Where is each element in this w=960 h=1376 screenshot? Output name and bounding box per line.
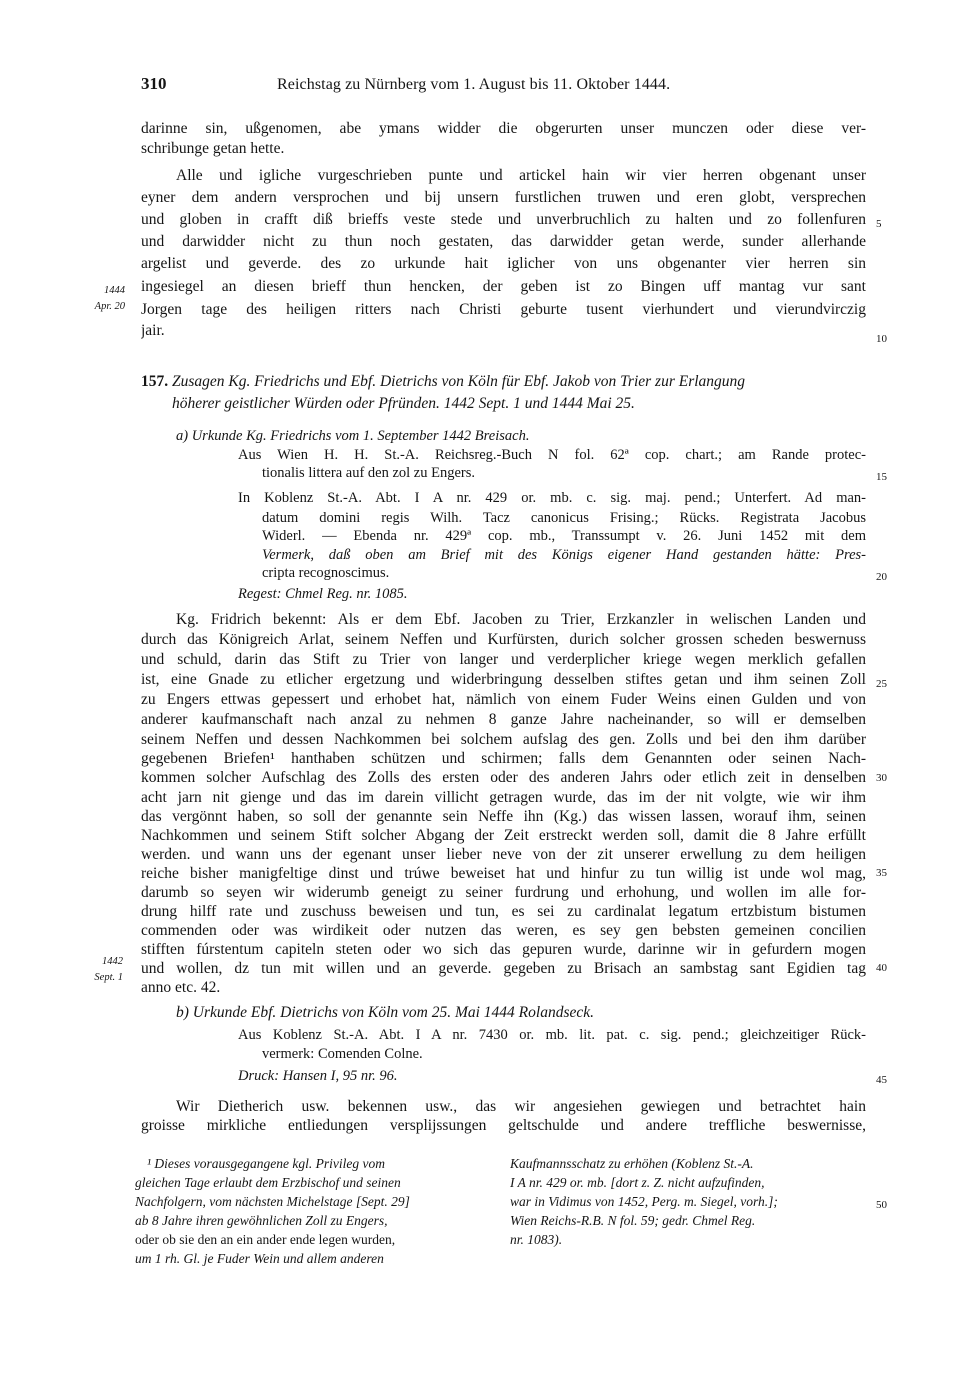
body-line: zu Engers ettwas gepessert und erhobet hat, nämlich von einem Fuder Weins einen Gulden und von xyxy=(141,691,866,708)
body-line: ist, eine Gnade zu etlicher ergetzung und widerbringung desselben stiftes getan und ihm seinen Zoll xyxy=(141,671,866,688)
line-number: 40 xyxy=(876,962,887,974)
text-line: jair. xyxy=(141,322,165,339)
margin-date xyxy=(80,283,125,315)
line-number: 30 xyxy=(876,772,887,784)
source-line: Aus Wien H. H. St.-A. Reichsreg.-Buch N fol. 62ª cop. chart.; am Rande protec- xyxy=(238,447,866,463)
margin-date-day: Apr. 20 xyxy=(94,301,125,312)
footnote-line: nr. 1083). xyxy=(510,1232,563,1247)
body-line: acht jarn nit gienge und das im darein villicht getragen wurde, das im der nit volgte, wie wir ihm xyxy=(141,789,866,806)
footnote-line: Nachfolgern, vom nächsten Michelstage [Sept. 29] xyxy=(135,1194,410,1209)
margin-date-year: 1442 xyxy=(102,956,123,967)
body-line: drung hilff rate und zuschuss beweisen und tun, es sei zu cardinalat legatum ertzbistum bistumen xyxy=(141,903,866,920)
body-line: gegebenen Briefen¹ hanthaben schützen und schirmen; falls dem Genannten oder seinen Nach- xyxy=(141,750,866,767)
entry-heading xyxy=(141,372,866,392)
body-line: reiche bisher manigfeltige dinst und trúwe beweiset hat und hinfur zu tun willig ist unde wol mag, xyxy=(141,865,866,882)
line-number: 45 xyxy=(876,1074,887,1086)
margin-date xyxy=(78,954,123,986)
running-title: Reichstag zu Nürnberg vom 1. August bis 11. Oktober 1444. xyxy=(277,76,671,93)
text-line: und globen in crafft diß brieffs veste stede und unverbruchlich zu halten und zo follenfuren xyxy=(141,211,866,228)
body-line: anderer kaufmanschaft nach anzal zu nehmen 8 ganze Jahre nacheinander, so will er demselben xyxy=(141,711,866,728)
entry-title: Zusagen Kg. Friedrichs und Ebf. Dietrichs von Köln für Ebf. Jakob von Trier zur Erlangung xyxy=(172,373,746,390)
page-number: 310 xyxy=(141,74,167,93)
body-line: stifften fúrstentum capiteln steten oder wo sich das gepuren wurde, darinne wir in gefurdern mogen xyxy=(141,941,866,958)
page-header xyxy=(141,74,866,98)
footnote-line: Wien Reichs-R.B. N fol. 59; gedr. Chmel Reg. xyxy=(510,1213,756,1228)
footnote-line: war in Vidimus von 1452, Perg. m. Siegel, vorh.]; xyxy=(510,1194,778,1209)
source-line: In Koblenz St.-A. Abt. I A nr. 429 or. mb. c. sig. maj. pend.; Unterfert. Ad man- xyxy=(238,490,866,506)
line-number: 10 xyxy=(876,333,887,345)
druck-line: Druck: Hansen I, 95 nr. 96. xyxy=(238,1068,398,1084)
margin-date-day: Sept. 1 xyxy=(94,972,123,983)
footnote-line: ab 8 Jahre ihren gewöhnlichen Zoll zu Engers, xyxy=(135,1213,388,1228)
body-line: Nachkommen und seinem Stift solcher Abgang der Zeit erstreckt werden soll, damit die 8 Jahre erfüllt xyxy=(141,827,866,844)
source-line: tionalis littera auf den zol zu Engers. xyxy=(262,465,475,481)
text-line: argelist und geverde. des zo urkunde hait iglicher von uns obgenanter vier herren sin xyxy=(141,255,866,272)
text-line: schribunge getan hette. xyxy=(141,140,285,157)
body-line: Wir Dietherich usw. bekennen usw., das wir angesiehen gewiegen und betrachtet hain xyxy=(176,1098,866,1115)
body-line: und wollen, dz tun mit willen und an geverde. gegeben zu Brisach an sambstag sant Egidien tag xyxy=(141,960,866,977)
body-line: werden. und wann uns der egenant unser lieber neve von der zit unserer erwellung zu dem heiligen xyxy=(141,846,866,863)
margin-date-year: 1444 xyxy=(104,285,125,296)
footnote-line: gleichen Tage erlaubt dem Erzbischof und seinen xyxy=(135,1175,401,1190)
source-line: Vermerk, daß oben am Brief mit des Königs eigener Hand gestanden hätte: Pres- xyxy=(262,547,866,563)
line-number: 25 xyxy=(876,678,887,690)
footnote-line: I A nr. 429 or. mb. [dort z. Z. nicht aufzufinden, xyxy=(510,1175,765,1190)
body-line: anno etc. 42. xyxy=(141,979,221,996)
text-line: eyner dem andern versprochen und bij unsern furstlichen truwen und eren globt, versprechen xyxy=(141,189,866,206)
line-number: 5 xyxy=(876,218,882,230)
source-line: vermerk: Comenden Colne. xyxy=(262,1046,423,1062)
body-line: durch das Königreich Arlat, seinem Neffen und Kurfürsten, durich solcher grossen scheden beswernuss xyxy=(141,631,866,648)
footnote-line: oder ob sie den an ein ander ende legen wurden, xyxy=(135,1232,396,1247)
body-line: Kg. Fridrich bekennt: Als er dem Ebf. Jacoben zu Trier, Erzkanzler in welischen Landen und xyxy=(176,611,866,628)
source-line: datum domini regis Wilh. Tacz canonicus Frising.; Rücks. Registrata Jacobus xyxy=(262,510,866,526)
text-line: Alle und igliche vurgeschrieben punte und artickel hain wir vier herren obgenant unser xyxy=(176,167,866,184)
footnote-line: um 1 rh. Gl. je Fuder Wein und allem anderen xyxy=(135,1251,384,1266)
section-a-heading: a) Urkunde Kg. Friedrichs vom 1. September 1442 Breisach. xyxy=(176,428,530,444)
text-line: und darwidder nicht zu thun noch gestaten, das darwidder getan werde, sunder allerhande xyxy=(141,233,866,250)
source-line: Widerl. — Ebenda nr. 429ª cop. mb., Transsumpt v. 26. Juni 1452 mit dem xyxy=(262,528,866,544)
line-number: 35 xyxy=(876,867,887,879)
line-number: 50 xyxy=(876,1199,887,1211)
body-line: kommen solcher Aufschlag des Zolls des ersten oder des anderen Jahrs oder etlich zeit in denselben xyxy=(141,769,866,786)
section-b-heading: b) Urkunde Ebf. Dietrichs von Köln vom 25. Mai 1444 Rolandseck. xyxy=(176,1004,594,1021)
body-line: darumb so seyen wir widerumb geneigt zu seiner furdrung und erhohung, und wollen im alle for- xyxy=(141,884,866,901)
body-line: groisse mirkliche entliedungen versplijssungen geltschulde und andere treffliche beswernisse, xyxy=(141,1117,866,1134)
footnote-line: Kaufmannsschatz zu erhöhen (Koblenz St.-A. xyxy=(510,1156,754,1171)
entry-number: 157. xyxy=(141,373,169,390)
entry-title-continued: höherer geistlicher Würden oder Pfründen. 1442 Sept. 1 und 1444 Mai 25. xyxy=(172,395,635,412)
footnote-line: ¹ Dieses vorausgegangene kgl. Privileg vom xyxy=(147,1156,385,1171)
body-line: das vergönnt haben, so soll der genannte sein Neffe ihn (Kg.) das wissen lassen, worauf ihm, seinen xyxy=(141,808,866,825)
regest-line: Regest: Chmel Reg. nr. 1085. xyxy=(238,586,408,602)
body-line: commenden oder was wirdikeit oder nutzen das weren, es sey gen bebsten gemeinen concilien xyxy=(141,922,866,939)
line-number: 20 xyxy=(876,571,887,583)
body-line: seinem Neffen und dessen Nachkommen bei solchem aufslag des gen. Zolls und bei den ihm darüber xyxy=(141,731,866,748)
line-number: 15 xyxy=(876,471,887,483)
source-line: cripta recognoscimus. xyxy=(262,565,390,581)
body-line: und schuld, darin das Stift zu Trier von langer und verderplicher kriege wegen merklich gefallen xyxy=(141,651,866,668)
source-line: Aus Koblenz St.-A. Abt. I A nr. 7430 or. mb. lit. pat. c. sig. pend.; gleichzeitiger Rück- xyxy=(238,1027,866,1043)
text-line: Jorgen tage des heiligen ritters nach Christi geburte tusent vierhundert und vierundvirczig xyxy=(141,301,866,318)
text-line: darinne sin, ußgenomen, abe ymans widder die obgerurten unser munczen oder diese ver- xyxy=(141,120,866,137)
text-line: ingesiegel an diesen brieff thun hencken, der geben ist zo Bingen uff mantag vur sant xyxy=(141,278,866,295)
